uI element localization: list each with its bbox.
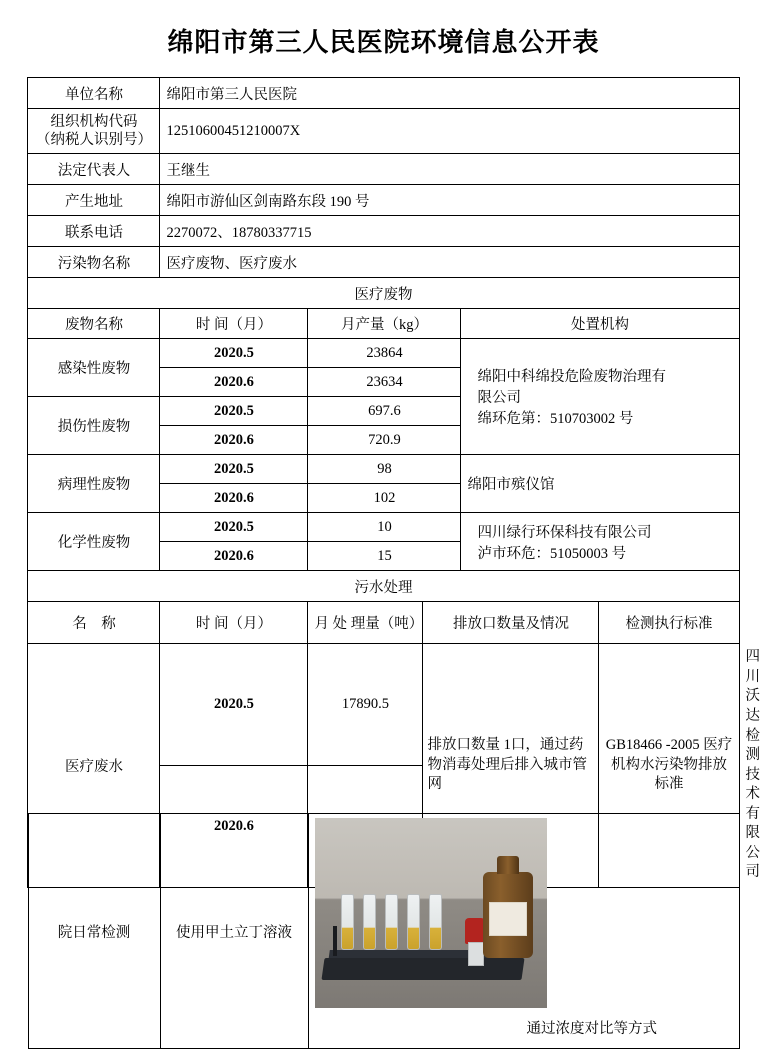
mw-facility-1: 绵阳市殡仪馆 bbox=[461, 455, 739, 513]
environment-info-table bbox=[27, 77, 761, 888]
mw-amount-1-1: 720.9 bbox=[308, 426, 461, 455]
info-label-1-line2: （纳税人识别号） bbox=[35, 132, 152, 149]
mw-header-3: 处置机构 bbox=[461, 309, 739, 339]
sewage-section-title: 污水处理 bbox=[28, 571, 739, 602]
mw-month-1-0: 2020.5 bbox=[160, 397, 308, 426]
info-label-4: 联系电话 bbox=[28, 216, 160, 247]
mw-facility-0-line3: 绵环危第：510703002 号 bbox=[477, 411, 634, 428]
mw-month-3-0: 2020.5 bbox=[160, 513, 308, 542]
sw-month-1: 2020.6 bbox=[160, 766, 308, 888]
mw-amount-3-0: 10 bbox=[308, 513, 461, 542]
sw-header-4: 检测执行标准 bbox=[599, 602, 739, 644]
info-label-2: 法定代表人 bbox=[28, 154, 160, 185]
medical-waste-section-title: 医疗废物 bbox=[28, 278, 739, 309]
reagent-bottle-icon bbox=[483, 872, 533, 958]
photo-caption: 通过浓度对比等方式 bbox=[526, 1021, 657, 1037]
daily-check-method: 使用甲土立丁溶液 bbox=[160, 814, 308, 1049]
rack-post bbox=[333, 926, 337, 956]
sw-standard: GB18466 -2005 医疗机构水污染物排放标准 bbox=[599, 644, 739, 888]
info-value-2: 王继生 bbox=[160, 154, 739, 185]
test-tube-icon bbox=[385, 894, 398, 950]
mw-group-name-0: 感染性废物 bbox=[28, 339, 160, 397]
sw-month-0: 2020.5 bbox=[160, 644, 308, 766]
red-stopper-tube-icon bbox=[465, 918, 485, 944]
mw-amount-0-1: 23634 bbox=[308, 368, 461, 397]
sw-amount-0: 17890.5 bbox=[308, 644, 423, 766]
table-row bbox=[28, 513, 739, 542]
sw-header-3: 排放口数量及情况 bbox=[423, 602, 599, 644]
mw-amount-2-1: 102 bbox=[308, 484, 461, 513]
rack-base bbox=[321, 958, 524, 980]
table-row bbox=[28, 455, 739, 484]
info-value-4: 2270072、18780337715 bbox=[160, 216, 739, 247]
mw-month-3-1: 2020.6 bbox=[160, 542, 308, 571]
table-row bbox=[28, 216, 739, 247]
bottle-label bbox=[489, 902, 527, 936]
info-label-1-line1: 组织机构代码 bbox=[50, 114, 138, 130]
info-value-1: 12510600451210007X bbox=[160, 109, 739, 154]
mw-month-1-1: 2020.6 bbox=[160, 426, 308, 455]
sw-outlet: 排放口数量 1口，通过药物消毒处理后排入城市管网 bbox=[423, 644, 599, 888]
lab-bench-photo bbox=[315, 818, 547, 1008]
mw-facility-2-line1: 四川绿行环保科技有限公司 bbox=[477, 524, 652, 541]
info-value-3: 绵阳市游仙区剑南路东段 190 号 bbox=[160, 185, 739, 216]
table-row bbox=[28, 339, 739, 368]
test-tube-icon bbox=[429, 894, 442, 950]
test-tube-icon bbox=[363, 894, 376, 950]
sw-name: 医疗废水 bbox=[28, 644, 160, 888]
mw-facility-0-line1: 绵阳中科绵投危险废物治理有 bbox=[477, 369, 666, 386]
mw-month-0-0: 2020.5 bbox=[160, 339, 308, 368]
table-header-row bbox=[28, 309, 739, 339]
table-row bbox=[28, 185, 739, 216]
info-label-3: 产生地址 bbox=[28, 185, 160, 216]
daily-check-table bbox=[28, 813, 740, 1049]
mw-facility-2 bbox=[461, 513, 739, 571]
table-row bbox=[28, 109, 739, 154]
mw-group-name-3: 化学性废物 bbox=[28, 513, 160, 571]
daily-check-label: 院日常检测 bbox=[28, 814, 160, 1049]
table-header-row bbox=[28, 602, 739, 644]
info-label-1 bbox=[28, 109, 160, 154]
section-header-medical-waste bbox=[28, 278, 739, 309]
mw-facility-0-line2: 限公司 bbox=[477, 390, 521, 407]
mw-month-0-1: 2020.6 bbox=[160, 368, 308, 397]
mw-facility-0 bbox=[461, 339, 739, 455]
mw-amount-3-1: 15 bbox=[308, 542, 461, 571]
sw-header-2: 月 处 理量（吨） bbox=[308, 602, 423, 644]
table-row: 医疗废水 2020.5 17890.5 排放口数量 1口，通过药物消毒处理后排入城市管网 GB18466 -2005 医疗机构水污染物排放标准 四川沃达检测技术有限公司 bbox=[28, 644, 739, 766]
info-label-5: 污染物名称 bbox=[28, 247, 160, 278]
info-value-0: 绵阳市第三人民医院 bbox=[160, 78, 739, 109]
section-header-sewage bbox=[28, 571, 739, 602]
sw-header-0: 名 称 bbox=[28, 602, 160, 644]
mw-header-2: 月产量（kg） bbox=[308, 309, 461, 339]
mw-month-2-1: 2020.6 bbox=[160, 484, 308, 513]
page-title: 绵阳市第三人民医院环境信息公开表 bbox=[167, 27, 600, 57]
info-label-0: 单位名称 bbox=[28, 78, 160, 109]
photo-wrap bbox=[315, 818, 733, 1044]
mw-group-name-2: 病理性废物 bbox=[28, 455, 160, 513]
mw-group-name-1: 损伤性废物 bbox=[28, 397, 160, 455]
sw-header-1: 时 间（月） bbox=[160, 602, 308, 644]
mw-amount-0-0: 23864 bbox=[308, 339, 461, 368]
mw-header-0: 废物名称 bbox=[28, 309, 160, 339]
table-row bbox=[28, 814, 739, 1049]
info-value-5: 医疗废物、医疗废水 bbox=[160, 247, 739, 278]
mw-facility-2-line2: 泸市环危：51050003 号 bbox=[477, 545, 627, 562]
mw-header-1: 时 间（月） bbox=[160, 309, 308, 339]
mw-month-2-0: 2020.5 bbox=[160, 455, 308, 484]
test-tube-icon bbox=[407, 894, 420, 950]
mw-amount-1-0: 697.6 bbox=[308, 397, 461, 426]
mw-amount-2-0: 98 bbox=[308, 455, 461, 484]
table-row bbox=[28, 154, 739, 185]
test-tube-icon bbox=[341, 894, 354, 950]
daily-check-photo-cell bbox=[308, 814, 739, 1049]
table-row bbox=[28, 247, 739, 278]
table-row bbox=[28, 78, 739, 109]
